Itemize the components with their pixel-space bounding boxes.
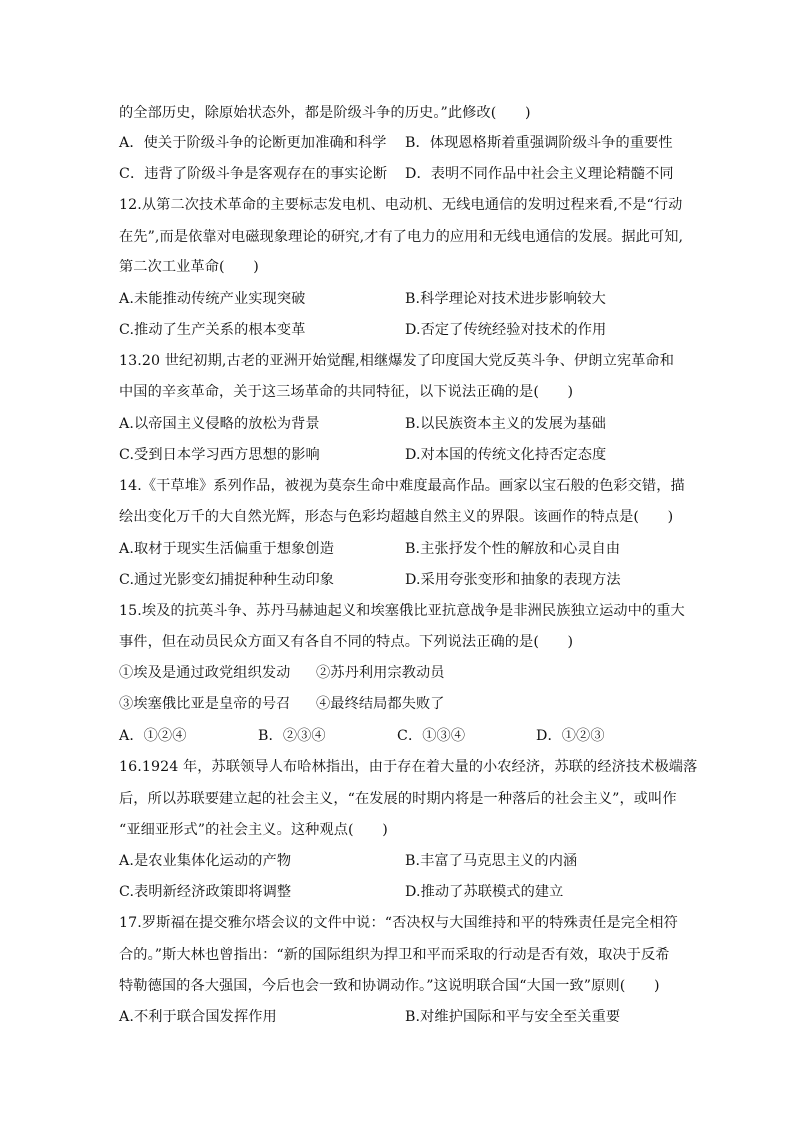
q17-stem-line-2: 合的。”斯大林也曾指出：“新的国际组织为捍卫和平而采取的行动是否有效，取决于反希 [119, 947, 670, 963]
q13-stem-line-1: 13.20 世纪初期,古老的亚洲开始觉醒,相继爆发了印度国大党反英斗争、伊朗立宪革命和 [119, 353, 675, 369]
q15-statement-3: ③埃塞俄比亚是皇帝的号召 [119, 696, 291, 712]
q14-option-b: B.主张抒发个性的解放和心灵自由 [405, 541, 621, 557]
q16-option-c: C.表明新经济政策即将调整 [119, 884, 292, 900]
q15-option-d: D．①②③ [536, 728, 605, 744]
q16-stem-line-2: 后，所以苏联要建立起的社会主义，“在发展的时期内将是一种落后的社会主义”，或叫作 [119, 791, 677, 807]
q15-statement-1: ①埃及是通过政党组织发动 [119, 665, 291, 681]
q17-option-b: B.对维护国际和平与安全至关重要 [405, 1009, 621, 1025]
q16-option-a: A.是农业集体化运动的产物 [119, 853, 292, 869]
q16-option-d: D.推动了苏联模式的建立 [405, 884, 564, 900]
q12-stem-line-2: 在先”,而是依靠对电磁现象理论的研究,才有了电力的应用和无线电通信的发展。据此可知, [119, 229, 684, 245]
q13-stem-line-2: 中国的辛亥革命，关于这三场革命的共同特征，以下说法正确的是( ) [119, 384, 574, 400]
q12-stem-line-1: 12.从第二次技术革命的主要标志发电机、电动机、无线电通信的发明过程来看,不是“行动 [119, 197, 683, 213]
q14-option-a: A.取材于现实生活偏重于想象创造 [119, 541, 334, 557]
q16-option-b: B.丰富了马克思主义的内涵 [405, 853, 578, 869]
q11-option-c: C．违背了阶级斗争是客观存在的事实论断 [119, 166, 388, 182]
q14-stem-line-1: 14.《干草堆》系列作品，被视为莫奈生命中难度最高作品。画家以宝石般的色彩交错，描 [119, 478, 685, 494]
q15-stem-line-1: 15.埃及的抗英斗争、苏丹马赫迪起义和埃塞俄比亚抗意战争是非洲民族独立运动中的重大 [119, 603, 685, 619]
q11-option-d: D．表明不同作品中社会主义理论精髓不同 [405, 166, 674, 182]
q15-option-b: B．②③④ [258, 728, 326, 744]
q17-stem-line-3: 特勒德国的各大强国，今后也会一致和协调动作。”这说明联合国“大国一致”原则( ) [119, 978, 660, 994]
q12-stem-line-3: 第二次工业革命( ) [119, 259, 259, 275]
q13-option-c: C.受到日本学习西方思想的影响 [119, 447, 320, 463]
q14-option-d: D.采用夸张变形和抽象的表现方法 [405, 572, 621, 588]
q13-option-b: B.以民族资本主义的发展为基础 [405, 416, 606, 432]
q17-option-a: A.不利于联合国发挥作用 [119, 1009, 277, 1025]
q17-stem-line-1: 17.罗斯福在提交雅尔塔会议的文件中说：“否决权与大国维持和平的特殊责任是完全相符 [119, 915, 678, 931]
q11-stem-tail: 的全部历史，除原始状态外，都是阶级斗争的历史。”此修改( ) [119, 105, 531, 121]
q16-stem-line-3: “亚细亚形式”的社会主义。这种观点( ) [119, 822, 388, 838]
q16-stem-line-1: 16.1924 年，苏联领导人布哈林指出，由于存在着大量的小农经济，苏联的经济技术极端落 [119, 759, 698, 775]
q14-option-c: C.通过光影变幻捕捉种种生动印象 [119, 572, 335, 588]
q15-statement-4: ④最终结局都失败了 [316, 696, 445, 712]
q12-option-d: D.否定了传统经验对技术的作用 [405, 322, 607, 338]
q13-option-a: A.以帝国主义侵略的放松为背景 [119, 416, 320, 432]
q14-stem-line-2: 绘出变化万千的大自然光辉，形态与色彩均超越自然主义的界限。该画作的特点是( ) [119, 509, 674, 525]
q12-option-a: A.未能推动传统产业实现突破 [119, 291, 306, 307]
q15-statement-2: ②苏丹利用宗教动员 [316, 665, 445, 681]
q13-option-d: D.对本国的传统文化持否定态度 [405, 447, 607, 463]
q12-option-c: C.推动了生产关系的根本变革 [119, 322, 306, 338]
q11-option-b: B．体现恩格斯着重强调阶级斗争的重要性 [405, 135, 673, 151]
q11-option-a: A．使关于阶级斗争的论断更加准确和科学 [119, 135, 387, 151]
q15-option-c: C．①③④ [397, 728, 466, 744]
q15-stem-line-2: 事件，但在动员民众方面又有各自不同的特点。下列说法正确的是( ) [119, 634, 574, 650]
q12-option-b: B.科学理论对技术进步影响较大 [405, 291, 606, 307]
q15-option-a: A．①②④ [119, 728, 187, 744]
